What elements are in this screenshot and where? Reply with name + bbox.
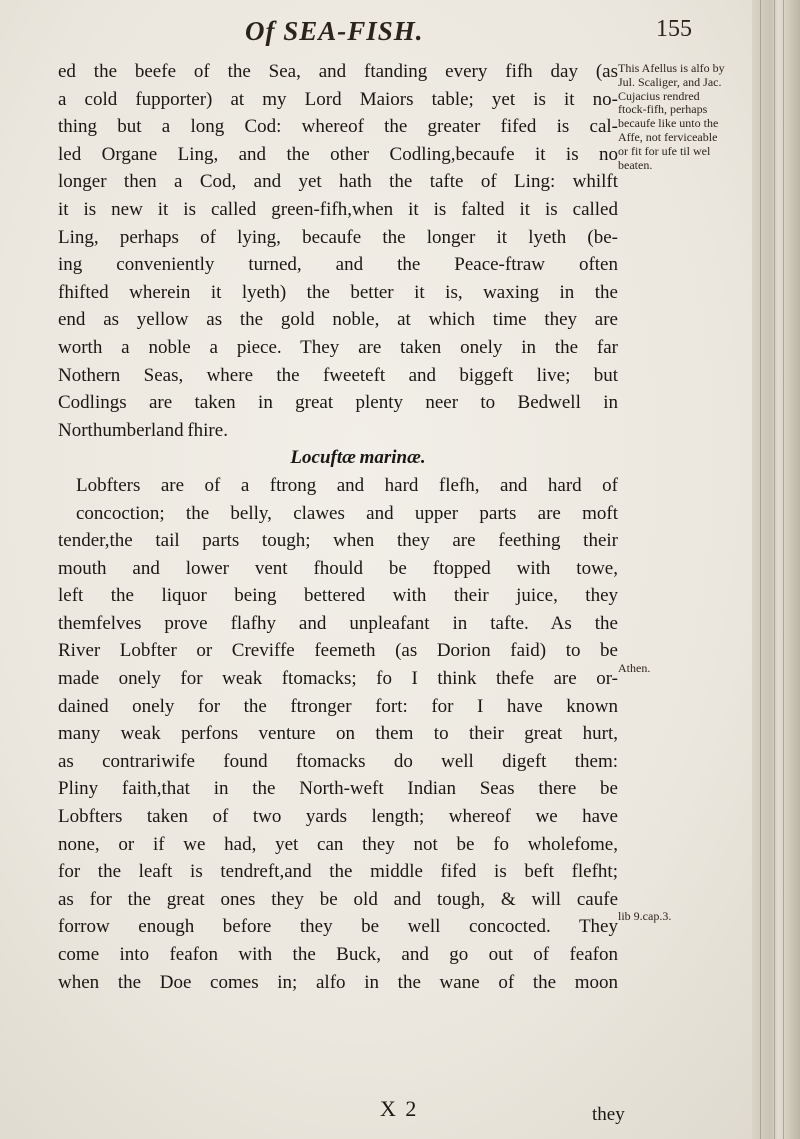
section-heading: Locuftæ marinæ. [290,447,426,469]
text-line: many weak perfons venture on them to their great hurt, [58,723,618,745]
book-gutter [752,0,800,1139]
text-line: ing conveniently turned, and the Peace-ftraw often [58,254,618,276]
text-line: as for the great ones they be old and tough, & will caufe [58,888,618,910]
text-line: Nothern Seas, where the fweeteft and biggeft live; but [58,364,618,386]
text-line: left the liquor being bettered with their juice, they [58,585,618,607]
text-line: longer then a Cod, and yet hath the tafte of Ling: whilft [58,171,618,193]
text-line: dained onely for the ftronger fort: for I have known [58,695,618,717]
text-line: for the leaft is tendreft,and the middle fifed is beft flefht; [58,861,618,883]
text-line: fhifted wherein it lyeth) the better it is, waxing in the [58,281,618,303]
text-line: themfelves prove flafhy and unpleafant in tafte. As the [58,612,618,634]
text-line: Codlings are taken in great plenty neer to Bedwell in [58,392,618,414]
margin-note-athen: Athen. [618,661,651,675]
catchword: they [592,1104,625,1125]
margin-note-afellus: This Afellus is alfo by Jul. Scaliger, and Jac. Cujacius rendred ftock-fifh, perhaps becaufe like unto the Affe, not ferviceable or fit for ufe til wel beaten. [618,61,725,172]
margin-note-pliny-ref: lib 9.cap.3. [618,909,672,923]
page-header [62,8,692,48]
text-line: as contrariwife found ftomacks do well digeft them: [58,750,618,772]
text-line: tender,the tail parts tough; when they are feething their [58,530,618,552]
text-line: a cold fupporter) at my Lord Maiors table; yet is it no- [58,88,618,110]
text-line: River Lobfter or Creviffe feemeth (as Dorion faid) to be [58,640,618,662]
text-line: thing but a long Cod: whereof the greater fifed is cal- [58,116,618,138]
text-line: Northumberland fhire. [58,419,228,441]
body-text [58,58,618,996]
text-line: Lobfters are of a ftrong and hard flefh, and hard of [76,474,618,496]
text-line: come into feafon with the Buck, and go out of feafon [58,944,618,965]
page-number: 155 [656,16,692,42]
text-line: forrow enough before they be well concocted. They [58,916,618,938]
text-line: led Organe Ling, and the other Codling,becaufe it is no [58,143,618,165]
text-line: end as yellow as the gold noble, at which time they are [58,309,618,331]
signature-mark: X 2 [380,1096,419,1121]
text-line: Pliny faith,that in the North-weft Indian Seas there be [58,778,618,800]
text-line: Lobfters taken of two yards length; whereof we have [58,806,618,828]
text-line: worth a noble a piece. They are taken onely in the far [58,336,618,358]
text-line: mouth and lower vent fhould be ftopped with towe, [58,557,618,579]
text-line: made onely for weak ftomacks; fo I think thefe are or- [58,668,618,690]
text-line: concoction; the belly, clawes and upper parts are moft [76,502,618,524]
running-head: Of SEA-FISH. [245,16,424,46]
text-line: it is new it is called green-fifh,when it is falted it is called [58,198,618,220]
text-line: ed the beefe of the Sea, and ftanding every fifh day (as [58,61,618,82]
text-line: when the Doe comes in; alfo in the wane of the moon [58,971,618,993]
text-line: Ling, perhaps of lying, becaufe the longer it lyeth (be- [58,226,618,248]
text-line: none, or if we had, yet can they not be fo wholefome, [58,833,618,855]
